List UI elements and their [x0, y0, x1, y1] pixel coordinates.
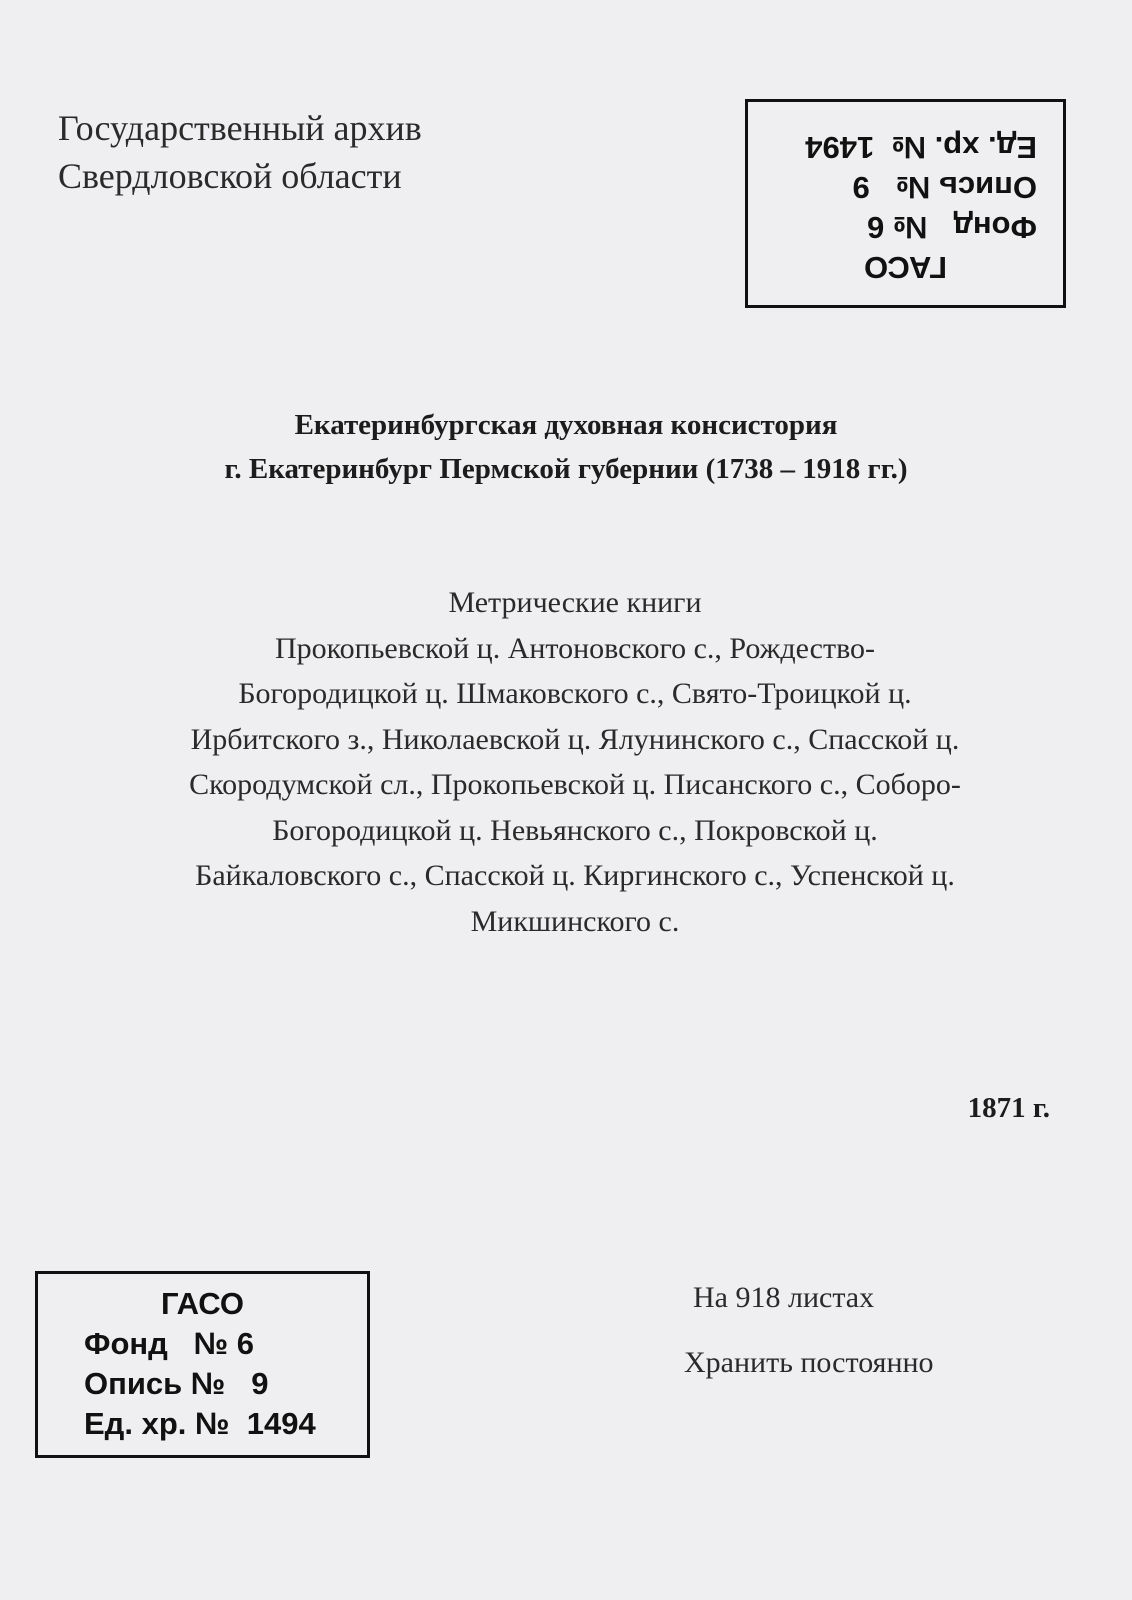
archive-name-line-2: Свердловской области [58, 156, 402, 196]
metric-books-description [80, 580, 1070, 944]
stamp-title: ГАСО [161, 1286, 244, 1321]
stamp-fond: Фонд № 6 [84, 1326, 255, 1361]
stamp-unit: Ед. хр. № 1494 [84, 1406, 316, 1441]
stamp-title: ГАСО [864, 250, 947, 285]
consistory-line-1: Екатеринбургская духовная консистория [294, 409, 838, 441]
consistory-line-2: г. Екатеринбург Пермской губернии (1738 – 1918 гг.) [224, 453, 908, 485]
archive-stamp-inverted [745, 99, 1066, 308]
consistory-heading [0, 403, 1132, 491]
metric-books-line: Ирбитского з., Николаевской ц. Ялунинского с., Спасской ц. [190, 722, 960, 756]
archive-name [58, 104, 422, 200]
sheet-count: На 918 листах [693, 1281, 875, 1314]
stamp-fond: Фонд № 6 [866, 210, 1037, 245]
metric-books-title: Метрические книги [448, 586, 702, 619]
metric-books-line: Прокопьевской ц. Антоновского с., Рождество- [274, 631, 876, 665]
stamp-unit: Ед. хр. № 1494 [805, 130, 1037, 165]
document-year: 1871 г. [967, 1092, 1050, 1124]
metric-books-line: Микшинского с. [470, 904, 680, 938]
metric-books-line: Скородумской сл., Прокопьевской ц. Писанского с., Соборо- [189, 768, 961, 801]
archive-name-line-1: Государственный архив [58, 108, 422, 148]
archive-stamp [35, 1271, 370, 1458]
retention-note: Хранить постоянно [684, 1346, 934, 1379]
stamp-opis: Опись № 9 [84, 1366, 269, 1401]
metric-books-line: Богородицкой ц. Шмаковского с., Свято-Троицкой ц. [238, 677, 912, 710]
metric-books-line: Байкаловского с., Спасской ц. Киргинского с., Успенской ц. [195, 859, 955, 892]
stamp-opis: Опись № 9 [852, 170, 1037, 205]
metric-books-line: Богородицкой ц. Невьянского с., Покровской ц. [272, 813, 878, 847]
